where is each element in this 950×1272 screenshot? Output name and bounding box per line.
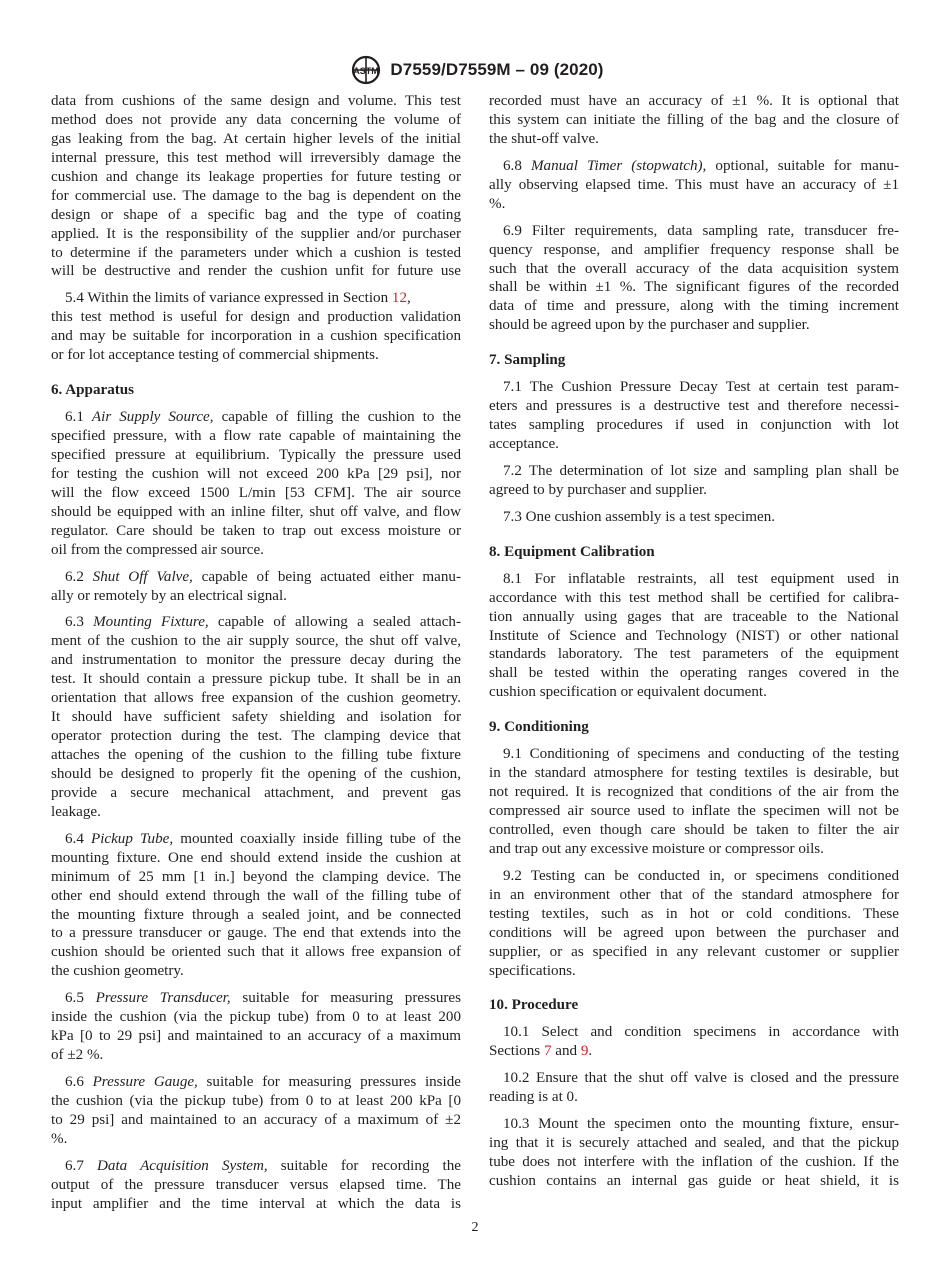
text-line: 7.1 The Cushion Pressure Decay Test at certain test param- — [503, 379, 899, 396]
text-line: output of the pressure transducer versus elapsed time. The — [51, 1176, 461, 1193]
section-10-1-line — [489, 1042, 899, 1061]
text-line: specifications. — [489, 962, 576, 979]
punctuation: . — [588, 1043, 593, 1060]
text-line: 9.1 Conditioning of specimens and conducting of the testing — [503, 746, 899, 763]
paragraph-text: suitable for measuring pressures — [242, 990, 461, 1007]
text-line: regulator. Care should be taken to trap out excess moisture or — [51, 522, 461, 539]
section-heading-apparatus: 6. Apparatus — [51, 382, 135, 399]
text-line: standards laboratory. The test parameters of the equipment — [489, 646, 899, 663]
text-line: to a pressure transducer or gauge. The end that extends into the — [51, 925, 461, 942]
text-line: leakage. — [51, 803, 101, 820]
section-6-6-line — [51, 1073, 461, 1092]
text-line: specified pressure at equilibrium. Typically the pressure used — [51, 446, 461, 463]
text-line: reading is at 0. — [489, 1089, 578, 1106]
text-line: attaches the opening of the cushion to the filling tube fixture — [51, 747, 461, 763]
text-line: not required. It is recognized that conditions of the air from the — [489, 784, 899, 801]
text-line: should be designed to properly fit the opening of the cushion, — [51, 765, 461, 782]
section-6-5-line — [51, 989, 461, 1008]
text-line: and may be suitable for incorporation in a cushion specification — [51, 328, 461, 345]
text-line: %. — [51, 1130, 68, 1147]
text-line: data of time and pressure, along with the timing increment — [489, 298, 899, 315]
text-line: data from cushions of the same design and volume. This test — [51, 93, 461, 109]
standard-designation: D7559/D7559M – 09 (2020) — [390, 60, 604, 79]
text-line: ment of the cushion to the air supply source, the shut off valve, — [51, 633, 461, 650]
text-line: Institute of Science and Technology (NIST) or other national — [489, 627, 899, 644]
section-heading-sampling: 7. Sampling — [489, 352, 566, 369]
text-line: the shut-off valve. — [489, 130, 599, 147]
text-line: agreed to by purchaser and supplier. — [489, 481, 707, 498]
paragraph-text: capable of filling the cushion to the — [221, 409, 461, 426]
paragraph-text: 5.4 Within the limits of variance expressed in Section — [65, 290, 389, 307]
text-line: 7.2 The determination of lot size and sampling plan shall be — [503, 462, 899, 479]
text-line: tion annually using gages that are traceable to the National — [489, 608, 899, 625]
text-line: this test method is useful for design and production validation — [51, 309, 461, 326]
paragraph-text: Sections — [489, 1043, 541, 1060]
text-line: acceptance. — [489, 436, 559, 452]
clause-number: 6.4 — [65, 830, 84, 847]
text-line: provide a secure mechanical attachment, and prevent gas — [51, 784, 461, 801]
text-line: and trap out any excessive moisture or compressor oils. — [489, 840, 824, 857]
text-line: and instrumentation to monitor the pressure decay during the — [51, 652, 461, 669]
text-line: accordance with this test method shall be certified for calibra- — [489, 589, 899, 606]
clause-title: Mounting Fixture, — [93, 614, 209, 631]
punctuation: , — [407, 290, 411, 307]
clause-number: 6.8 — [503, 157, 522, 174]
text-line: should be equipped with an inline filter, shut off valve, and flow — [51, 503, 461, 520]
clause-title: Pickup Tube, — [90, 830, 174, 847]
clause-number: 6.7 — [65, 1157, 84, 1174]
paragraph-text: mounted coaxially inside filling tube of the — [180, 830, 461, 847]
text-line: inside the cushion (via the pickup tube) from 0 to at least 200 — [51, 1009, 461, 1026]
section-6-1-line — [51, 408, 461, 427]
text-line: other end should extend through the wall of the filling tube of — [51, 887, 461, 904]
text-line: of ±2 %. — [51, 1047, 104, 1064]
text-line: 8.1 For inflatable restraints, all test equipment used in — [503, 570, 899, 587]
text-line: such that the overall accuracy of the data acquisition system — [489, 260, 899, 277]
page-header — [0, 55, 950, 85]
text-line: 10.3 Mount the specimen onto the mounting fixture, ensur- — [503, 1116, 899, 1133]
section-7-link[interactable]: 7 — [543, 1043, 552, 1060]
section-heading-procedure: 10. Procedure — [489, 997, 579, 1014]
text-line: test. It should contain a pressure pickup tube. It shall be in an — [51, 671, 461, 688]
text-line: controlled, even though care should be taken to filter the air — [489, 821, 899, 838]
text-line: cushion specification or equivalent document. — [489, 684, 767, 701]
text-line: ing that it is securely attached and sealed, and that the pickup — [489, 1135, 899, 1152]
text-line: testing textiles, such as in hot or cold conditions. These — [489, 905, 899, 922]
text-line: input amplifier and the time interval at which the data is — [51, 1195, 461, 1212]
text-line: %. — [489, 195, 506, 212]
text-line: cushion should be oriented such that it allows free expansion of — [51, 944, 461, 961]
text-line: cushion and change its leakage properties for future testing or — [51, 168, 461, 185]
text-line: for testing the cushion will not exceed 200 kPa [29 psi], nor — [51, 465, 461, 482]
text-line: or for lot acceptance testing of commercial shipments. — [51, 347, 379, 364]
section-5-4-line — [51, 289, 461, 308]
text-line: 6.9 Filter requirements, data sampling rate, transducer fre- — [503, 222, 899, 239]
paragraph-text: capable of allowing a sealed attach- — [217, 614, 461, 631]
text-line: tates sampling procedures if used in conjunction with lot — [489, 417, 899, 434]
text-line: specified pressure, with a flow rate capable of maintaining the — [51, 428, 461, 444]
text-line: the cushion geometry. — [51, 963, 184, 980]
text-line: ally observing elapsed time. This must have an accuracy of ±1 — [489, 176, 899, 193]
text-line: method does not provide any data concerning the volume of — [51, 111, 461, 128]
text-line: cushion contains an internal gas guide or heat shield, it is — [489, 1172, 899, 1189]
text-line: minimum of 25 mm [1 in.] beyond the clamping device. The — [51, 868, 461, 885]
paragraph-text: optional, suitable for manu- — [715, 157, 899, 174]
clause-title: Air Supply Source, — [91, 409, 214, 426]
section-6-2-line — [51, 568, 461, 587]
text-line: should be agreed upon by the purchaser and supplier. — [489, 317, 810, 334]
section-6-8-line — [489, 157, 899, 176]
clause-number: 6.6 — [65, 1074, 84, 1090]
text-line: shall be tested within the operating ranges covered in the — [489, 665, 899, 682]
section-9-link[interactable]: 9 — [580, 1043, 589, 1060]
text-line: recorded must have an accuracy of ±1 %. It is optional that — [489, 93, 899, 109]
right-column — [489, 92, 899, 1191]
text-line: to determine if the parameters under which a cushion is tested — [51, 244, 461, 261]
text-line: gas leaking from the bag. At certain higher levels of the initial — [51, 130, 461, 147]
text-line: the cushion (via the pickup tube) from 0 to at least 200 kPa [0 — [51, 1092, 461, 1109]
text-line: 10.2 Ensure that the shut off valve is closed and the pressure — [503, 1070, 899, 1087]
text-line: in an environment other that of the standard atmosphere for — [489, 886, 899, 903]
paragraph-text: suitable for recording the — [280, 1157, 461, 1174]
text-line: shall be within ±1 %. The significant figures of the recorded — [489, 279, 899, 296]
clause-title: Pressure Gauge, — [92, 1074, 198, 1090]
section-6-3-line — [51, 613, 461, 632]
text-line: internal pressure, this test method will irreversibly damage the — [51, 149, 461, 166]
clause-number: 6.5 — [65, 990, 84, 1007]
text-line: design or shape of a specific bag and the type of coating — [51, 206, 461, 223]
clause-number: 6.2 — [65, 568, 84, 585]
text-line: It should have sufficient safety shielding and isolation for — [51, 709, 461, 726]
text-line: the mounting fixture through a sealed joint, and be connected — [51, 906, 461, 923]
text-line: oil from the compressed air source. — [51, 541, 264, 558]
text-line: this system can initiate the filling of the bag and the closure of — [489, 111, 899, 128]
clause-number: 6.1 — [65, 409, 84, 426]
section-6-4-line — [51, 830, 461, 849]
text-line: tube does not interfere with the inflation of the cushion. If the — [489, 1154, 899, 1170]
text-line: 7.3 One cushion assembly is a test specimen. — [503, 508, 776, 525]
text-line: to 29 psi] and maintained to an accuracy of a maximum of ±2 — [51, 1111, 461, 1128]
paragraph-text: suitable for measuring pressures inside — [206, 1074, 461, 1090]
text-line: 9.2 Testing can be conducted in, or specimens conditioned — [503, 867, 899, 884]
paragraph-text: capable of being actuated either manu- — [201, 568, 461, 585]
text-line: conditions will be agreed upon between the purchaser and — [489, 924, 899, 941]
section-heading-equipment-calibration: 8. Equipment Calibration — [489, 543, 655, 560]
paragraph-text: and — [555, 1043, 578, 1060]
text-line: for commercial use. The damage to the bag is dependent on the — [51, 187, 461, 204]
clause-number: 6.3 — [65, 614, 84, 631]
clause-title: Shut Off Valve, — [92, 568, 193, 585]
clause-title: Data Acquisition System, — [97, 1157, 268, 1174]
section-6-7-line — [51, 1157, 461, 1176]
svg-text:ASTM: ASTM — [353, 66, 380, 76]
text-line: orientation that allows free expansion of the cushion geometry. — [51, 690, 461, 707]
page-number: 2 — [471, 1220, 479, 1235]
astm-logo — [346, 55, 386, 85]
text-line: ally or remotely by an electrical signal. — [51, 587, 287, 604]
text-line: eters and pressures is a destructive test and therefore necessi- — [489, 398, 899, 415]
text-line: applied. It is the responsibility of the supplier and/or purchaser — [51, 225, 461, 242]
text-line: supplier, or as specified in any relevant customer or supplier — [489, 943, 899, 960]
clause-title: Pressure Transducer, — [95, 990, 231, 1007]
left-column — [51, 92, 461, 1214]
clause-title: Manual Timer (stopwatch), — [530, 157, 707, 174]
text-line: in the standard atmosphere for testing textiles is desirable, but — [489, 765, 899, 782]
text-line: will the flow exceed 1500 L/min [53 CFM]. The air source — [51, 484, 461, 501]
text-line: mounting fixture. One end should extend inside the cushion at — [51, 849, 461, 866]
text-line: quency response, and amplifier frequency response shall be — [489, 241, 899, 258]
text-line: kPa [0 to 29 psi] and maintained to an accuracy of a maximum — [51, 1028, 461, 1045]
text-line: compressed air source used to inflate the specimen will not be — [489, 803, 899, 819]
text-line: operator protection during the test. The clamping device that — [51, 728, 461, 745]
text-line: will be destructive and render the cushion unfit for future use — [51, 263, 461, 280]
text-line: 10.1 Select and condition specimens in accordance with — [503, 1024, 899, 1041]
section-12-link[interactable]: 12 — [391, 290, 408, 307]
section-heading-conditioning: 9. Conditioning — [489, 719, 589, 736]
